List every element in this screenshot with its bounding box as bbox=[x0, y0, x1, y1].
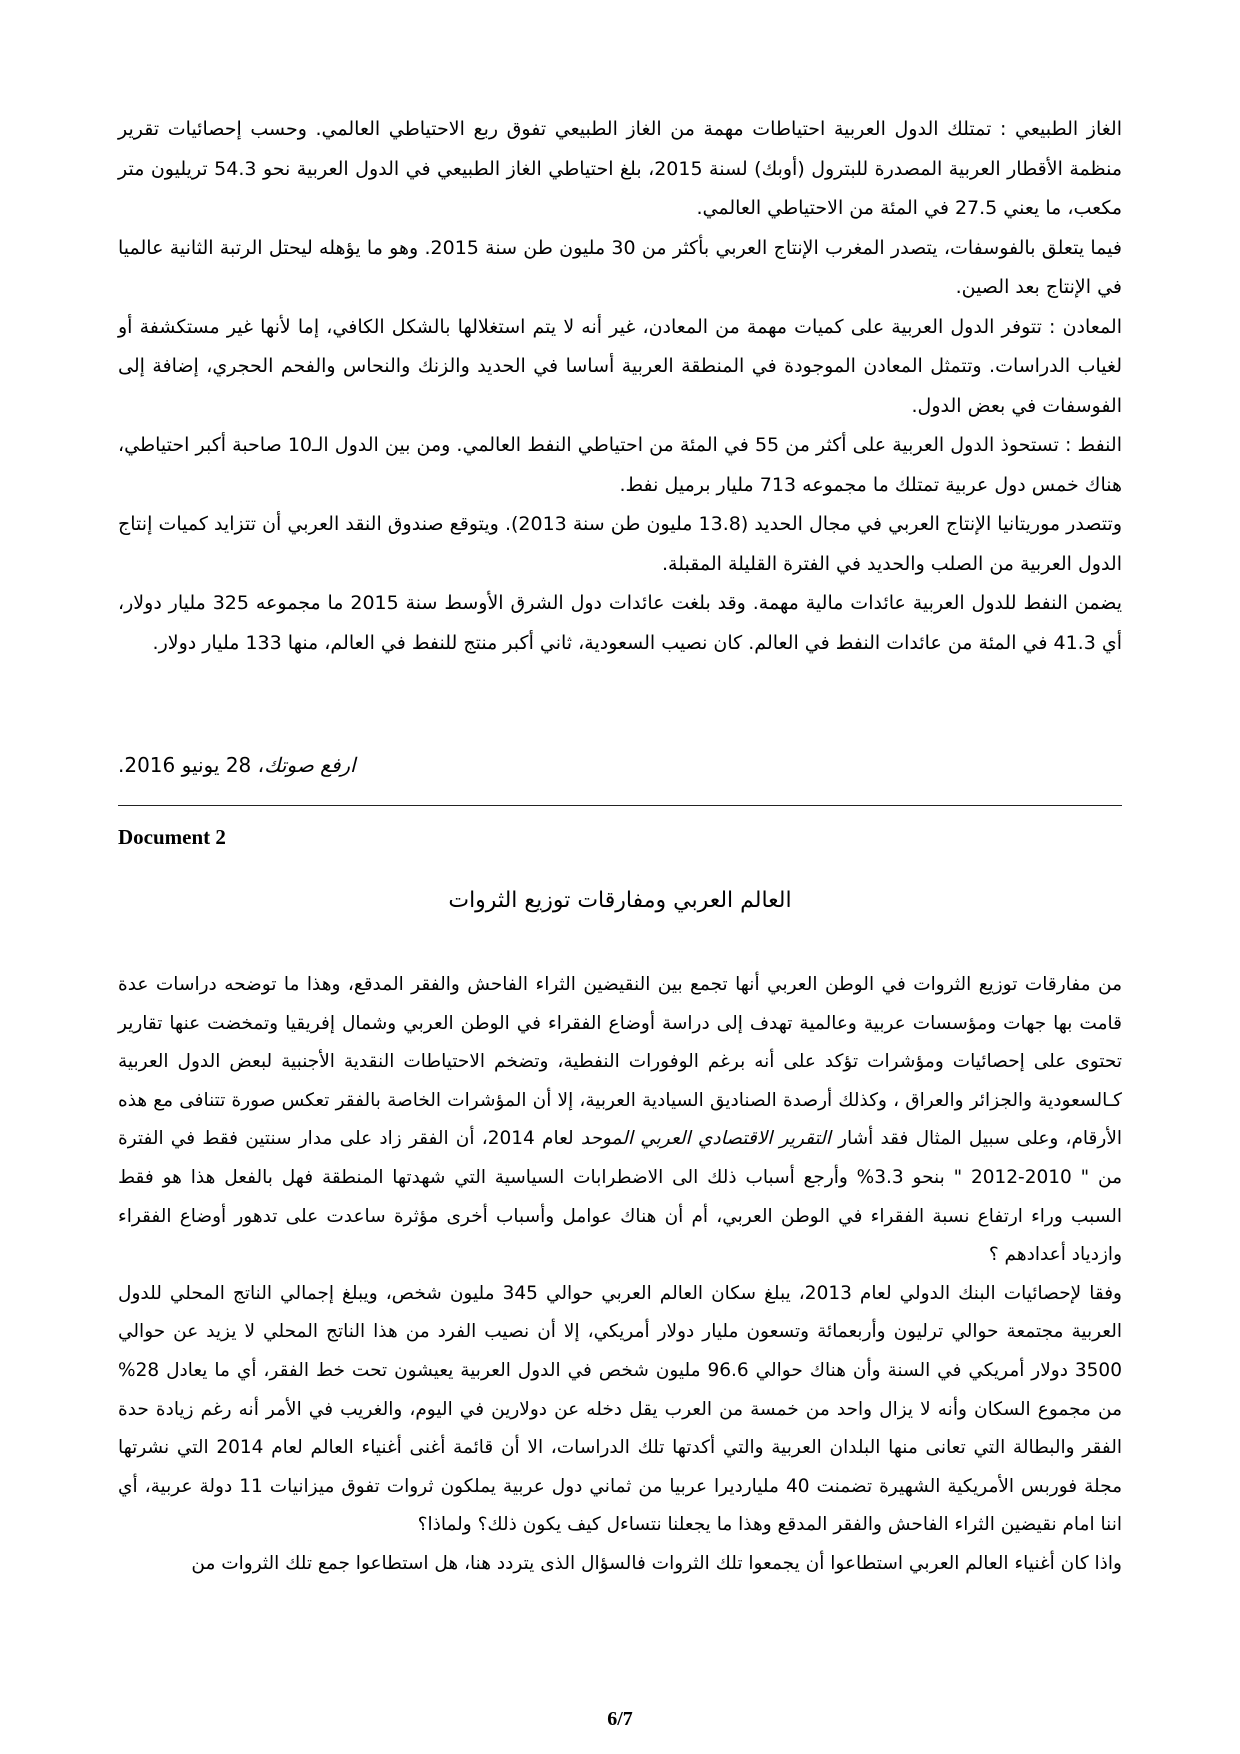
source-citation bbox=[118, 750, 1122, 780]
paragraph-natural-gas: الغاز الطبيعي : تمتلك الدول العربية احتياطات مهمة من الغاز الطبيعي تفوق ربع الاحتياطي العالمي. وحسب إحصائيات تقرير منظمة الأقطار العربية المصدرة للبترول (أوبك) لسنة 2015، بلغ احتياطي الغاز الطبيعي في الدول العربية نحو 54.3 تريليون متر مكعب، ما يعني 27.5 في المئة من الاحتياطي العالمي. bbox=[118, 118, 1122, 219]
source-date: ، 28 يونيو 2016. bbox=[118, 753, 265, 777]
document-title: العالم العربي ومفارقات توزيع الثروات bbox=[448, 888, 792, 913]
paragraph-phosphate: فيما يتعلق بالفوسفات، يتصدر المغرب الإنتاج العربي بأكثر من 30 مليون طن سنة 2015. وهو ما يؤهله ليحتل الرتبة الثانية عالميا في الإنتاج بعد الصين. bbox=[118, 236, 1122, 298]
body-paragraph bbox=[118, 966, 1122, 1275]
body-paragraph bbox=[118, 1275, 1122, 1545]
body-paragraph-text: وفقا لإحصائيات البنك الدولي لعام 2013، يبلغ سكان العالم العربي حوالي 345 مليون شخص، ويبلغ إجمالي الناتج المحلي للدول العربية مجتمعة حوالي ترليون وأربعمائة وتسعون مليار دولار أمريكي، إلا أن نصيب الفرد من هذا الناتج المحلي لا يزيد عن حوالي 3500 دولار أمريكي في السنة وأن هناك حوالي 96.6 مليون شخص في الدول العربية يعيشون تحت خط الفقر، أي ما يعادل 28% من مجموع السكان وأنه لا يزال واحد من خمسة من العرب يقل دخله عن دولارين في اليوم، والغريب في الأمر أنه رغم زيادة حدة الفقر والبطالة التي تعانى منها البلدان العربية والتي أكدتها تلك الدراسات، الا أن قائمة أغنى أغنياء العالم لعام 2014 التي نشرتها مجلة فوربس الأمريكية الشهيرة تضمنت 40 مليارديرا عربيا من ثماني دول عربية يملكون ثروات تفوق ميزانيات 11 دولة عربية، أي اننا امام نقيضين الثراء الفاحش والفقر المدقع وهذا ما يجعلنا نتساءل كيف يكون ذلك؟ ولماذا؟ bbox=[118, 1282, 1122, 1536]
body-paragraph-text-cont: لعام 2014، أن الفقر زاد على مدار سنتين فقط في الفترة من " 2010-2012 " بنحو 3.3% وأرجع أسباب ذلك الى الاضطرابات السياسية التي شهدتها المنطقة فهل بالفعل هذا هو فقط السبب وراء ارتفاع نسبة الفقراء في الوطن العربي، أم أن هناك عوامل وأسباب أخرى مؤثرة ساعدت على تدهور أوضاع الفقراء وازدياد أعدادهم ؟ bbox=[118, 1128, 1122, 1266]
report-title: التقرير الاقتصادي العربي الموحد bbox=[580, 1128, 831, 1150]
body-paragraph bbox=[118, 1545, 1122, 1584]
document-heading: Document 2 bbox=[118, 825, 226, 849]
paragraph-iron: وتتصدر موريتانيا الإنتاج العربي في مجال الحديد (13.8 مليون طن سنة 2013). ويتوقع صندوق النقد العربي أن تتزايد كميات إنتاج الدول العربية من الصلب والحديد في الفترة القليلة المقبلة. bbox=[118, 513, 1123, 575]
page-number: 6/7 bbox=[607, 1708, 633, 1730]
paragraph-oil: النفط : تستحوذ الدول العربية على أكثر من 55 في المئة من احتياطي النفط العالمي. ومن بين الدول الـ10 صاحبة أكبر احتياطي، هناك خمس دول عربية تمتلك ما مجموعه 713 مليار برميل نفط. bbox=[118, 434, 1122, 496]
document-1-excerpt bbox=[118, 110, 1122, 663]
section-divider bbox=[118, 805, 1122, 806]
body-paragraph-text: من مفارقات توزيع الثروات في الوطن العربي أنها تجمع بين النقيضين الثراء الفاحش والفقر المدقع، وهذا ما توضحه دراسات عدة قامت بها جهات ومؤسسات عربية وعالمية تهدف إلى دراسة أوضاع الفقراء في الوطن العربي وشمال إفريقيا وتمخضت عنها تقارير تحتوى على إحصائيات ومؤشرات تؤكد على أنه برغم الوفورات النفطية، وتضخم الاحتياطات النقدية الأجنبية لبعض الدول العربية كـالسعودية والجزائر والعراق ، وكذلك أرصدة الصناديق السيادية العربية، إلا أن المؤشرات الخاصة بالفقر تعكس صورة تتنافى مع هذه الأرقام، وعلى سبيل المثال فقد أشار bbox=[118, 974, 1123, 1150]
paragraph-minerals: المعادن : تتوفر الدول العربية على كميات مهمة من المعادن، غير أنه لا يتم استغلالها بالشكل الكافي، إما لأنها غير مستكشفة أو لغياب الدراسات. وتتمثل المعادن الموجودة في المنطقة العربية أساسا في الحديد والزنك والنحاس والفحم الحجري، إضافة إلى الفوسفات في بعض الدول. bbox=[118, 315, 1122, 417]
source-name: ارفع صوتك bbox=[264, 753, 356, 777]
document-2-body bbox=[118, 966, 1122, 1584]
body-paragraph-text: واذا كان أغنياء العالم العربي استطاعوا أن يجمعوا تلك الثروات فالسؤال الذى يتردد هنا، هل استطاعوا جمع تلك الثروات من bbox=[191, 1552, 1122, 1574]
paragraph-oil-revenue: يضمن النفط للدول العربية عائدات مالية مهمة. وقد بلغت عائدات دول الشرق الأوسط سنة 2015 ما مجموعه 325 مليار دولار، أي 41.3 في المئة من عائدات النفط في العالم. كان نصيب السعودية، ثاني أكبر منتج للنفط في العالم، منها 133 مليار دولار. bbox=[118, 592, 1122, 654]
